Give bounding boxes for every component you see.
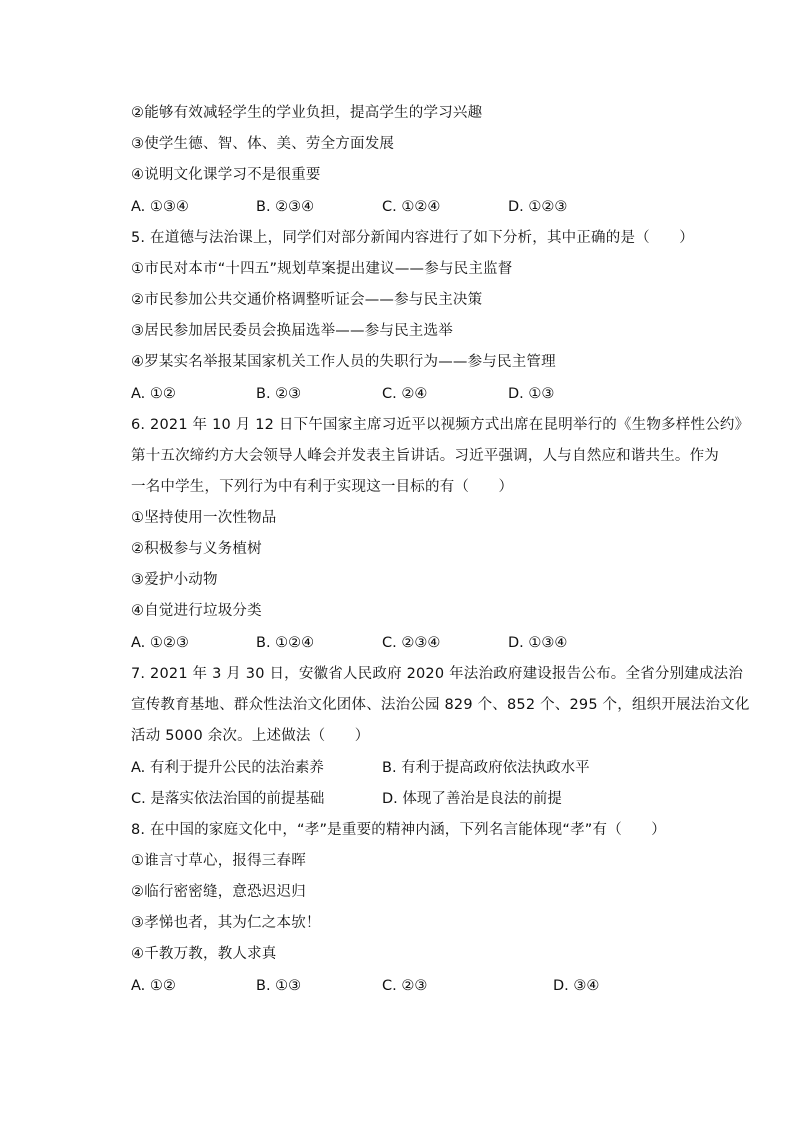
q6-option-a[interactable]: A. ①②③ (131, 635, 189, 651)
q6-option-b[interactable]: B. ①②④ (256, 635, 315, 651)
q8-item-3: ③孝悌也者，其为仁之本欤！ (131, 915, 321, 931)
q8-option-c[interactable]: C. ②③ (382, 978, 428, 994)
q7-stem-line-3: 活动 5000 余次。上述做法（ ） (131, 728, 370, 744)
q6-item-2: ②积极参与义务植树 (131, 541, 262, 557)
q8-option-d[interactable]: D. ③④ (553, 978, 600, 994)
q4-option-c[interactable]: C. ①②④ (382, 199, 441, 215)
q7-stem-line-1: 7. 2021 年 3 月 30 日，安徽省人民政府 2020 年法治政府建设报告公布。全省分别建成法治 (131, 666, 744, 682)
q6-option-d[interactable]: D. ①③④ (508, 635, 568, 651)
q6-stem-line-1: 6. 2021 年 10 月 12 日下午国家主席习近平以视频方式出席在昆明举行的《生物多样性公约》 (131, 417, 750, 433)
q6-item-4: ④自觉进行垃圾分类 (131, 603, 262, 619)
q8-option-a[interactable]: A. ①② (131, 978, 176, 994)
q4-option-d[interactable]: D. ①②③ (508, 199, 568, 215)
q5-option-b[interactable]: B. ②③ (256, 386, 302, 402)
q4-option-a[interactable]: A. ①③④ (131, 199, 189, 215)
q5-item-4: ④罗某实名举报某国家机关工作人员的失职行为——参与民主管理 (131, 354, 556, 370)
q6-item-1: ①坚持使用一次性物品 (131, 510, 277, 526)
q4-item-2: ②能够有效减轻学生的学业负担，提高学生的学习兴趣 (131, 105, 483, 121)
q7-option-b[interactable]: B. 有利于提高政府依法执政水平 (382, 760, 590, 776)
q6-stem-line-3: 一名中学生，下列行为中有利于实现这一目标的有（ ） (131, 479, 514, 495)
q7-stem-line-2: 宣传教育基地、群众性法治文化团体、法治公园 829 个、852 个、295 个，组织开展法治文化 (131, 697, 750, 713)
q6-stem-line-2: 第十五次缔约方大会领导人峰会并发表主旨讲话。习近平强调，人与自然应和谐共生。作为 (131, 448, 719, 464)
q6-item-3: ③爱护小动物 (131, 572, 218, 588)
q7-option-a[interactable]: A. 有利于提升公民的法治素养 (131, 760, 324, 776)
q4-item-3: ③使学生德、智、体、美、劳全方面发展 (131, 136, 395, 152)
q7-option-c[interactable]: C. 是落实依法治国的前提基础 (131, 791, 325, 807)
q8-item-2: ②临行密密缝，意恐迟迟归 (131, 884, 306, 900)
q7-option-d[interactable]: D. 体现了善治是良法的前提 (382, 791, 562, 807)
q5-item-1: ①市民对本市“十四五”规划草案提出建议——参与民主监督 (131, 261, 513, 277)
q5-stem: 5. 在道德与法治课上，同学们对部分新闻内容进行了如下分析，其中正确的是（ ） (131, 230, 694, 246)
q5-item-3: ③居民参加居民委员会换届选举——参与民主选举 (131, 323, 453, 339)
q8-option-b[interactable]: B. ①③ (256, 978, 302, 994)
q6-option-c[interactable]: C. ②③④ (382, 635, 441, 651)
q4-option-b[interactable]: B. ②③④ (256, 199, 315, 215)
q8-item-1: ①谁言寸草心，报得三春晖 (131, 853, 306, 869)
q4-item-4: ④说明文化课学习不是很重要 (131, 167, 321, 183)
q8-stem: 8. 在中国的家庭文化中，“孝”是重要的精神内涵，下列名言能体现“孝”有（ ） (131, 822, 666, 838)
q5-option-c[interactable]: C. ②④ (382, 386, 428, 402)
q8-item-4: ④千教万教，教人求真 (131, 946, 277, 962)
q5-option-a[interactable]: A. ①② (131, 386, 176, 402)
q5-option-d[interactable]: D. ①③ (508, 386, 555, 402)
q5-item-2: ②市民参加公共交通价格调整听证会——参与民主决策 (131, 292, 483, 308)
